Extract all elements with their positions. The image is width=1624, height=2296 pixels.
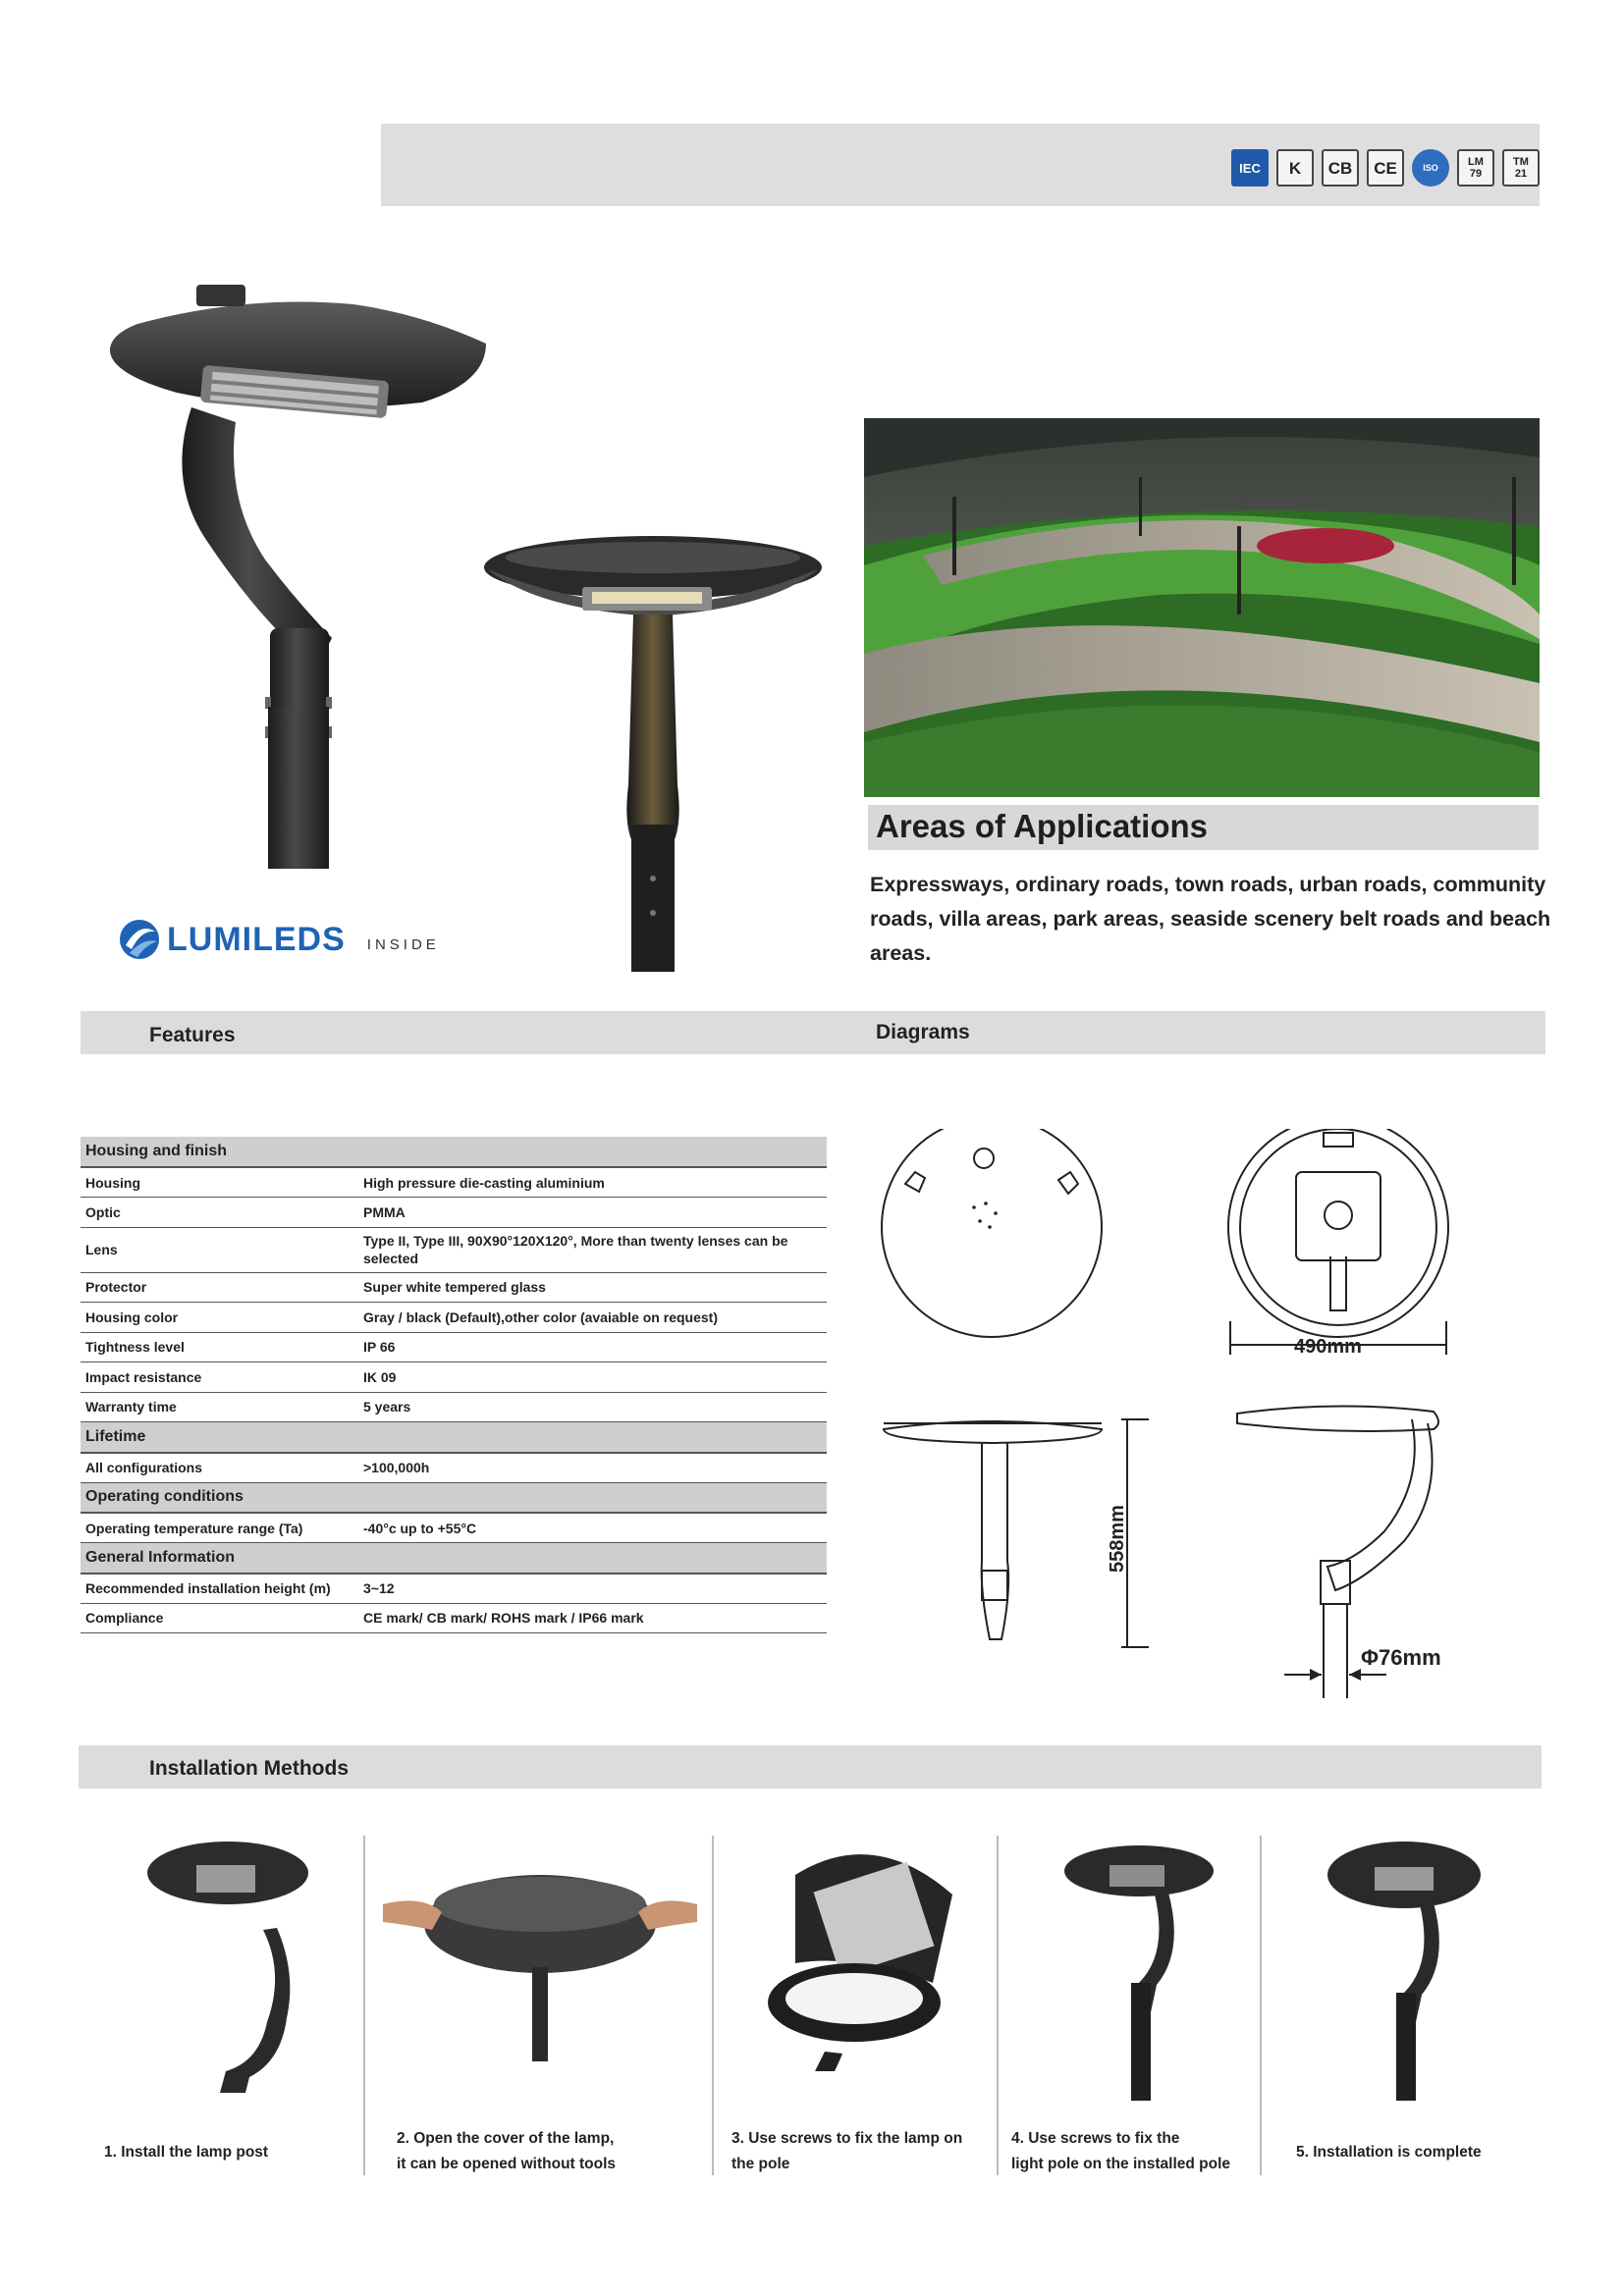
spec-group-label: Operating conditions — [81, 1482, 827, 1513]
features-title: Features — [149, 1024, 236, 1046]
brand-name: LUMILEDS — [167, 920, 346, 958]
spec-row — [81, 1603, 827, 1633]
spec-label: Lens — [81, 1227, 358, 1272]
spec-value: IK 09 — [358, 1362, 827, 1393]
spec-label: Optic — [81, 1198, 358, 1228]
spec-label: Compliance — [81, 1603, 358, 1633]
spec-value: Type II, Type III, 90X90°120X120°, More than twenty lenses can be selected — [358, 1227, 827, 1272]
spec-row — [81, 1272, 827, 1303]
certification-row — [1231, 149, 1540, 187]
applications-title: Areas of Applications — [876, 808, 1209, 844]
spec-group-row — [81, 1422, 827, 1453]
cb-cert-icon: CB — [1322, 149, 1359, 187]
step-3-caption — [731, 2126, 962, 2177]
step-3-line-2: the pole — [731, 2156, 790, 2172]
iec-cert-icon: IEC — [1231, 149, 1269, 187]
step-2-line-1: 2. Open the cover of the lamp, — [397, 2130, 615, 2147]
spec-value: Gray / black (Default),other color (avaiable on request) — [358, 1303, 827, 1333]
features-diagrams-bar — [81, 1011, 1545, 1054]
step-4-line-1: 4. Use screws to fix the — [1011, 2130, 1180, 2147]
step-5-line-2: 5. Installation is complete — [1296, 2144, 1482, 2161]
spec-group-row — [81, 1137, 827, 1167]
lumileds-swirl-icon — [118, 918, 161, 961]
spec-label: All configurations — [81, 1453, 358, 1483]
technical-diagrams — [874, 1129, 1551, 1698]
step-3-line-1: 3. Use screws to fix the lamp on — [731, 2130, 963, 2147]
pole-diameter-label: Φ76mm — [1361, 1645, 1441, 1670]
step-2-image — [363, 1865, 712, 2061]
spec-row — [81, 1167, 827, 1198]
spec-value: -40°c up to +55°C — [358, 1513, 827, 1543]
spec-row — [81, 1198, 827, 1228]
spec-label: Impact resistance — [81, 1362, 358, 1393]
spec-group-label: Lifetime — [81, 1422, 827, 1453]
lumileds-logo — [118, 918, 440, 961]
step-divider — [1260, 1836, 1262, 2175]
spec-table — [81, 1137, 827, 1633]
step-4-image — [1041, 1836, 1237, 2101]
spec-row — [81, 1227, 827, 1272]
spec-value: High pressure die-casting aluminium — [358, 1167, 827, 1198]
spec-group-label: Housing and finish — [81, 1137, 827, 1167]
step-5-image — [1306, 1836, 1502, 2101]
spec-label: Warranty time — [81, 1392, 358, 1422]
lm79-cert-icon: LM 79 — [1457, 149, 1494, 187]
spec-value: PMMA — [358, 1198, 827, 1228]
spec-row — [81, 1362, 827, 1393]
spec-group-label: General Information — [81, 1543, 827, 1574]
step-1-image — [137, 1826, 334, 2101]
spec-group-row — [81, 1543, 827, 1574]
step-1-caption — [104, 2140, 268, 2165]
step-1-line-2: 1. Install the lamp post — [104, 2144, 269, 2161]
step-divider — [997, 1836, 999, 2175]
ce-cert-icon: CE — [1367, 149, 1404, 187]
spec-row — [81, 1513, 827, 1543]
applications-text: Expressways, ordinary roads, town roads, urban roads, community roads, villa areas, park areas, seaside scenery belt roads and beach areas. — [870, 873, 1551, 965]
step-4-caption — [1011, 2126, 1230, 2177]
spec-value: Super white tempered glass — [358, 1272, 827, 1303]
step-5-caption — [1296, 2140, 1482, 2165]
lamp-side-photo — [98, 285, 491, 874]
spec-label: Tightness level — [81, 1332, 358, 1362]
spec-value: CE mark/ CB mark/ ROHS mark / IP66 mark — [358, 1603, 827, 1633]
installation-title: Installation Methods — [149, 1757, 350, 1780]
spec-value: IP 66 — [358, 1332, 827, 1362]
tm21-cert-icon: TM 21 — [1502, 149, 1540, 187]
spec-row — [81, 1574, 827, 1604]
top-view-outline — [882, 1129, 1102, 1337]
spec-label: Recommended installation height (m) — [81, 1574, 358, 1604]
spec-label: Housing — [81, 1167, 358, 1198]
spec-row — [81, 1303, 827, 1333]
spec-value: 3~12 — [358, 1574, 827, 1604]
step-divider — [712, 1836, 714, 2175]
spec-row — [81, 1332, 827, 1362]
application-photo — [864, 418, 1540, 797]
spec-label: Housing color — [81, 1303, 358, 1333]
brand-suffix: INSIDE — [366, 935, 440, 953]
iso-cert-icon: ISO — [1412, 149, 1449, 187]
height-label: 558mm — [1107, 1505, 1128, 1573]
step-4-line-2: light pole on the installed pole — [1011, 2156, 1231, 2172]
step-3-image — [756, 1836, 972, 2071]
spec-group-row — [81, 1482, 827, 1513]
k-mark-cert-icon: K — [1276, 149, 1314, 187]
step-2-caption — [397, 2126, 616, 2177]
spec-row — [81, 1453, 827, 1483]
spec-value: 5 years — [358, 1392, 827, 1422]
spec-value: >100,000h — [358, 1453, 827, 1483]
spec-label: Operating temperature range (Ta) — [81, 1513, 358, 1543]
spec-row — [81, 1392, 827, 1422]
lamp-front-photo — [476, 530, 830, 972]
step-2-line-2: it can be opened without tools — [397, 2156, 617, 2172]
spec-label: Protector — [81, 1272, 358, 1303]
diameter-label: 490mm — [1294, 1336, 1362, 1358]
diagrams-title: Diagrams — [876, 1021, 970, 1043]
